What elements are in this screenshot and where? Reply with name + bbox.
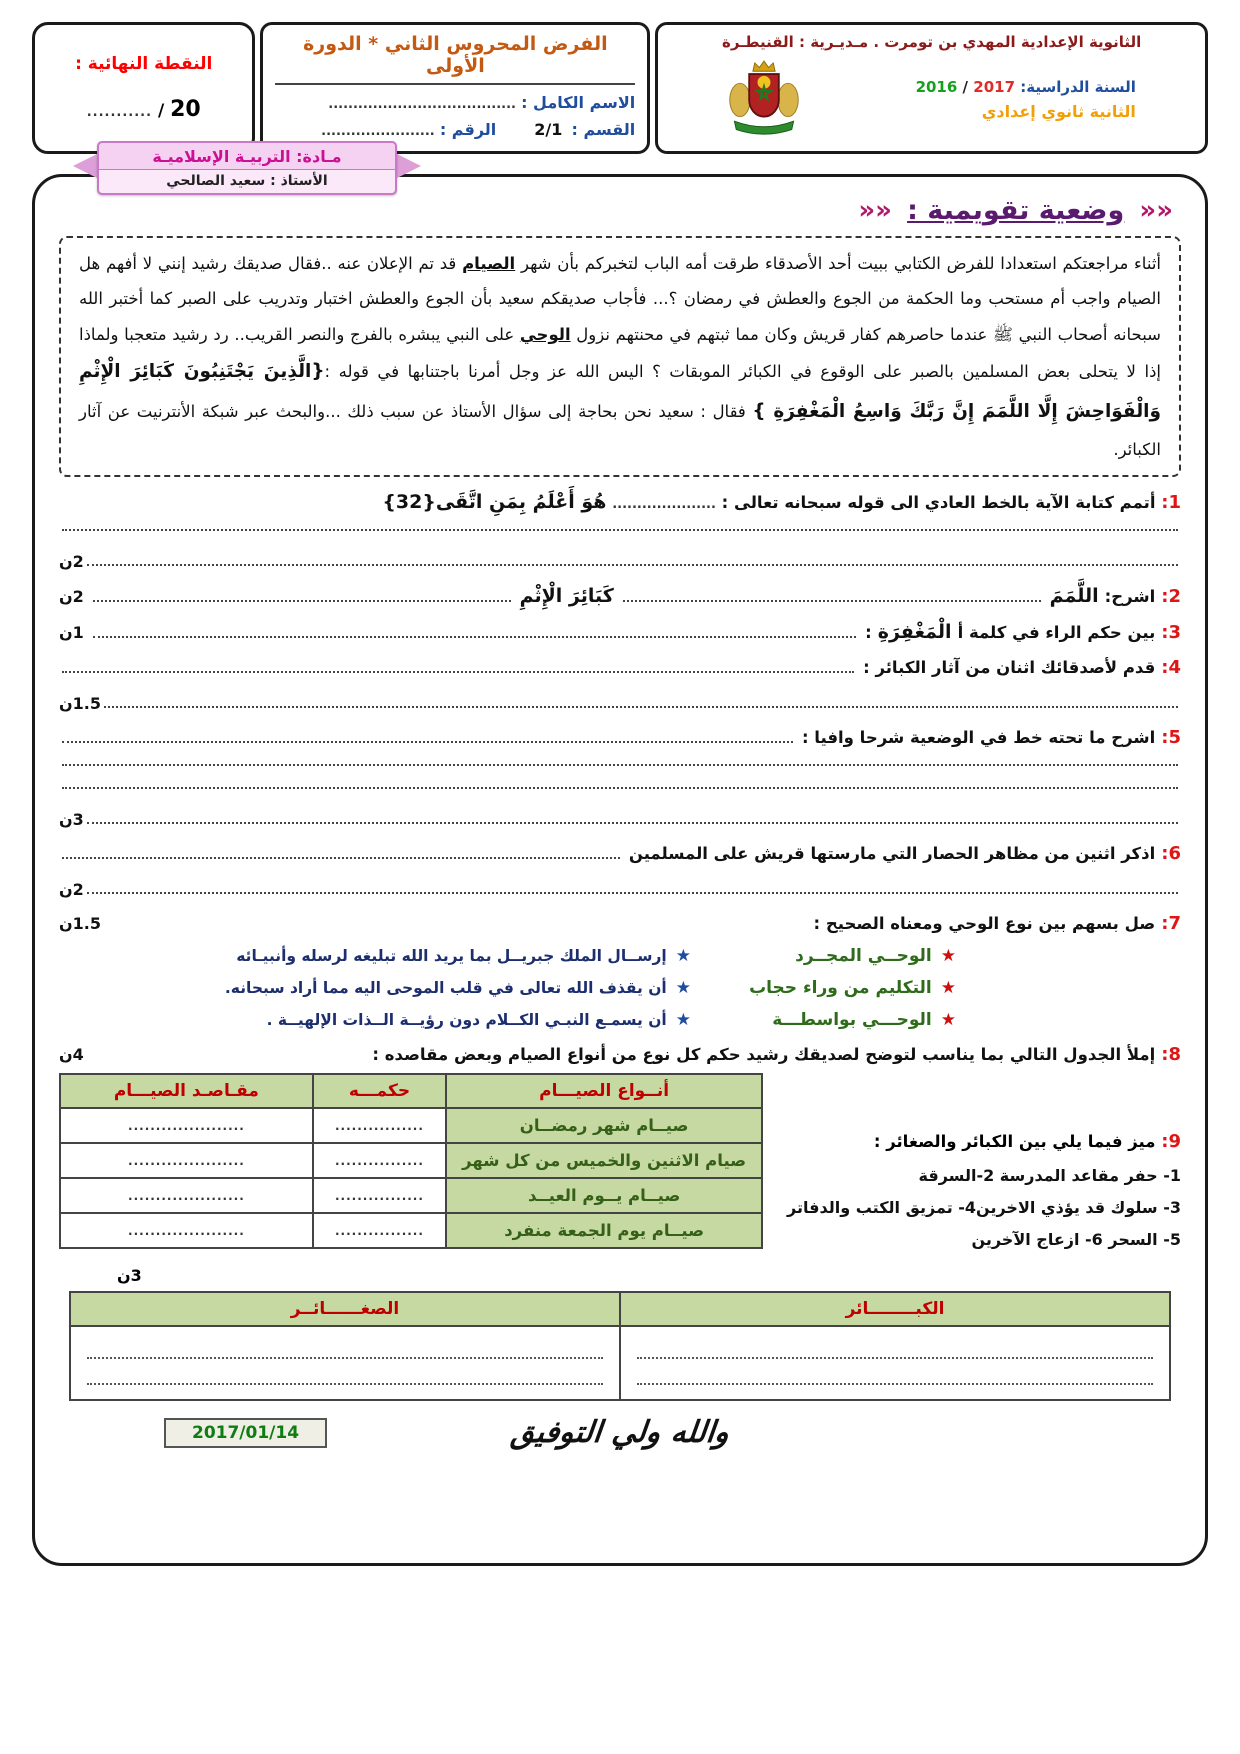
question-7: 7: صل بسهم بين نوع الوحي ومعناه الصحيح : 1.5ن bbox=[59, 913, 1181, 935]
final-grade-value: 20 / ........... bbox=[86, 97, 201, 122]
answer-line[interactable] bbox=[93, 600, 511, 602]
name-answer-line[interactable]: ...................................... bbox=[328, 97, 516, 112]
points-q9: 3ن bbox=[117, 1266, 142, 1286]
question-6: 6: اذكر اثنين من مظاهر الحصار التي مارستها قريش على المسلمين bbox=[59, 843, 1181, 864]
points-q5: 3ن bbox=[59, 810, 84, 830]
match-row bbox=[154, 978, 956, 998]
question-number: 1: bbox=[1161, 492, 1181, 514]
answer-line[interactable] bbox=[87, 564, 1178, 566]
student-name-line bbox=[275, 85, 635, 112]
header bbox=[32, 22, 1208, 154]
number-label: الرقم : bbox=[439, 120, 497, 139]
answer-cell[interactable]: ..................... bbox=[60, 1108, 313, 1143]
class-label: القسم : bbox=[571, 120, 636, 139]
table-row bbox=[60, 1213, 762, 1248]
star-icon: ★ bbox=[675, 1010, 691, 1031]
answer-line[interactable] bbox=[104, 706, 1178, 708]
academic-year: السنة الدراسية: 2017 / 2016 bbox=[915, 77, 1136, 96]
closing-dua: والله ولي التوفيق bbox=[509, 1415, 731, 1451]
fasting-type: صيــام يــوم العيــد bbox=[446, 1178, 762, 1213]
table-row bbox=[70, 1326, 1170, 1400]
question-number: 9: bbox=[1161, 1131, 1181, 1153]
col-header-purposes: مقـاصـد الصيـــام bbox=[60, 1074, 313, 1108]
section-title: وضعية تقويمية : bbox=[907, 195, 1125, 226]
answer-line-with-points bbox=[59, 810, 1181, 829]
question-5: 5: اشرح ما تحته خط في الوضعية شرحا وافيا : bbox=[59, 727, 1181, 748]
answer-line[interactable] bbox=[62, 857, 620, 859]
star-icon: ★ bbox=[675, 978, 691, 999]
matching-exercise bbox=[59, 946, 1181, 1030]
revelation-type[interactable]: الوحـــي بواسطـــة bbox=[772, 1010, 932, 1031]
revelation-meaning[interactable]: إرســال الملك جبريــل بما يريد الله تبليغه لرسله وأنبيـائه bbox=[236, 947, 667, 966]
points-q8: 4ن bbox=[59, 1045, 84, 1065]
answer-line[interactable] bbox=[93, 636, 856, 638]
subject-banner bbox=[97, 141, 397, 195]
chevrons-left-icon: «« bbox=[858, 195, 892, 226]
star-icon: ★ bbox=[940, 1010, 956, 1031]
footer bbox=[59, 1415, 1181, 1450]
star-icon: ★ bbox=[940, 946, 956, 967]
question-9: 9: ميز فيما يلي بين الكبائر والصغائر : 1- حفر مقاعد المدرسة 2-السرقة 3- سلوك قد يؤذي الاخرين4- تمزيق الكتب والدفاتر 5- السحر 6- ازعاج الآخرين bbox=[777, 1073, 1181, 1256]
points-q1: 2ن bbox=[59, 552, 84, 572]
answer-line-with-points bbox=[59, 552, 1181, 571]
answer-cell[interactable] bbox=[70, 1326, 620, 1400]
points-q7: 1.5ن bbox=[59, 914, 101, 934]
grade-answer-line[interactable]: ........... bbox=[86, 105, 153, 120]
revelation-meaning[interactable]: أن يقذف الله تعالى في قلب الموحى اليه مما أراد سبحانه. bbox=[224, 979, 667, 998]
answer-cell[interactable]: ................ bbox=[313, 1108, 446, 1143]
match-row bbox=[154, 946, 956, 966]
points-q3: 1ن bbox=[59, 623, 84, 643]
answer-line[interactable] bbox=[62, 671, 854, 673]
quran-verse-q1: هُوَ أَعْلَمُ بِمَنِ اتَّقَى{32} bbox=[382, 491, 607, 514]
section-title-row bbox=[59, 193, 1181, 236]
question-2: 2: اشرح: اللَّمَمَ كَبَائِرَ الْإِثْمِ 2ن bbox=[58, 585, 1181, 608]
star-icon: ★ bbox=[675, 946, 691, 967]
underlined-word-revelation: الوحي bbox=[519, 324, 571, 344]
exam-title: الفرض المحروس الثاني * الدورة الأولى bbox=[275, 31, 635, 85]
answer-line[interactable] bbox=[62, 741, 793, 743]
table-row bbox=[60, 1178, 762, 1213]
question-1: 1: أتمم كتابة الآية بالخط العادي الى قوله سبحانه تعالى : ..................... هُوَ أَعْلَمُ بِمَنِ اتَّقَى{32} bbox=[382, 491, 1181, 514]
col-header-major-sins: الكبــــــــائر bbox=[620, 1292, 1170, 1326]
answer-cell[interactable] bbox=[620, 1326, 1170, 1400]
answer-line[interactable] bbox=[59, 764, 1181, 771]
answer-line-with-points bbox=[59, 694, 1181, 713]
question-4: 4: قدم لأصدقائك اثنان من آثار الكبائر : bbox=[59, 657, 1181, 678]
q9-items-line2: 3- سلوك قد يؤذي الاخرين4- تمزيق الكتب والدفاتر 5- السحر 6- ازعاج الآخرين bbox=[787, 1198, 1181, 1250]
answer-line[interactable] bbox=[59, 787, 1181, 794]
col-header-ruling: حكمـــه bbox=[313, 1074, 446, 1108]
quran-verse: {الَّذِينَ يَجْتَنِبُونَ كَبَائِرَ الْإِثْمِ وَالْفَوَاحِشَ إِلَّا اللَّمَمَ إِنَّ رَبَّكَ وَاسِعُ الْمَغْفِرَةِ } bbox=[79, 361, 1161, 423]
grade-level: الثانية ثانوي إعدادي bbox=[981, 101, 1136, 121]
col-header-minor-sins: الصغــــــائــر bbox=[70, 1292, 620, 1326]
answer-cell[interactable]: ................ bbox=[313, 1143, 446, 1178]
chevrons-right-icon: «« bbox=[1139, 195, 1173, 226]
q9-items-line1: 1- حفر مقاعد المدرسة 2-السرقة bbox=[918, 1166, 1181, 1186]
revelation-type[interactable]: الوحــي المجــرد bbox=[795, 946, 932, 967]
exam-date: 2017/01/14 bbox=[164, 1418, 327, 1448]
revelation-meaning[interactable]: أن يسمـع النبـي الكــلام دون رؤيــة الــذات الإلهيــة . bbox=[266, 1011, 667, 1030]
answer-cell[interactable]: ..................... bbox=[60, 1213, 313, 1248]
answer-line-with-points bbox=[59, 880, 1181, 899]
points-q6: 2ن bbox=[59, 880, 84, 900]
grade-denominator: 20 bbox=[170, 97, 201, 122]
answer-cell[interactable]: ................ bbox=[313, 1178, 446, 1213]
situation-box: أثناء مراجعتكم استعدادا للفرض الكتابي ببيت أحد الأصدقاء طرقت أمه الباب لتخبركم بأن شهر الصيام قد تم الإعلان عنه ..فقال صديقك رشيد إنني لا أفهم هل الصيام واجب أم مستحب وما الحكمة من الجوع والعطش في رمضان ؟... فأجاب صديقكم سعيد بأن الجوع والعطش اختبار وتدريب على الصبر كما أختبر الله سبحانه أصحاب النبي ﷺ عندما حاصرهم كفار قريش وكان مما ثبتهم في محنتهم نزول الوحي على النبي يبشره بالفرج والنصر القريب.. رد رشيد متعجبا ولماذا إذا لا يتحلى بعض المسلمين بالصبر على الوقوع في الكبائر الموبقات ؟ اليس الله عز وجل أمرنا باجتنابها في قوله :{الَّذِينَ يَجْتَنِبُونَ كَبَائِرَ الْإِثْمِ وَالْفَوَاحِشَ إِلَّا اللَّمَمَ إِنَّ رَبَّكَ وَاسِعُ الْمَغْفِرَةِ } فقال : سعيد نحن بحاجة إلى سؤال الأستاذ عن سبب ذلك ...والبحث عبر شبكة الأنترنيت عن آثار الكبائر. bbox=[59, 236, 1181, 477]
question-number: 7: bbox=[1161, 913, 1181, 935]
revelation-type[interactable]: التكليم من وراء حجاب bbox=[749, 978, 932, 999]
table-row bbox=[60, 1143, 762, 1178]
final-grade-box bbox=[32, 22, 255, 154]
points-q2: 2ن bbox=[58, 587, 84, 607]
answer-line[interactable] bbox=[87, 822, 1178, 824]
fasting-table bbox=[59, 1073, 763, 1249]
year-start: 2017 bbox=[973, 77, 1016, 96]
final-grade-label: النقطة النهائية : bbox=[75, 54, 213, 74]
col-header-fasting-types: أنــواع الصيـــام bbox=[446, 1074, 762, 1108]
question-8: 8: إملأ الجدول التالي بما يناسب لتوضح لصديقك رشيد حكم كل نوع من أنواع الصيام وبعض مقاصده : 4ن bbox=[59, 1044, 1181, 1066]
morocco-coat-of-arms-icon bbox=[727, 57, 801, 141]
answer-line[interactable] bbox=[59, 529, 1181, 536]
points-q4: 1.5ن bbox=[59, 694, 101, 714]
question-number: 4: bbox=[1161, 657, 1181, 679]
answer-cell[interactable]: ..................... bbox=[60, 1143, 313, 1178]
exam-body bbox=[32, 147, 1208, 1566]
name-label: الاسم الكامل : bbox=[521, 93, 636, 112]
class-value: 2/1 bbox=[534, 120, 563, 139]
school-info-box bbox=[655, 22, 1208, 154]
question-number: 3: bbox=[1161, 622, 1181, 644]
fasting-type: صيام الاثنين والخميس من كل شهر bbox=[446, 1143, 762, 1178]
question-number: 2: bbox=[1161, 586, 1181, 608]
fasting-type: صيــام يوم الجمعة منفرد bbox=[446, 1213, 762, 1248]
underlined-word-fasting: الصيام bbox=[462, 254, 516, 273]
word-allamam: اللَّمَمَ bbox=[1049, 585, 1099, 608]
sins-table bbox=[59, 1291, 1181, 1401]
number-answer-line[interactable]: ....................... bbox=[321, 124, 435, 139]
year-end: 2016 bbox=[915, 77, 958, 96]
question-number: 6: bbox=[1161, 843, 1181, 865]
exam-title-box bbox=[260, 22, 650, 154]
word-kabair: كَبَائِرَ الْإِثْمِ bbox=[519, 585, 614, 608]
answer-cell[interactable]: ................ bbox=[313, 1213, 446, 1248]
class-number-line bbox=[275, 112, 635, 139]
question-number: 8: bbox=[1161, 1044, 1181, 1066]
school-name: الثانوية الإعدادية المهدي بن تومرت . مـديـرية : القنيطـرة bbox=[722, 33, 1142, 51]
subject-name: مـادة: التربيـة الإسلاميـة bbox=[99, 143, 395, 170]
word-maghfira: الْمَغْفِرَةِ bbox=[877, 621, 952, 644]
teacher-name: الأستاذ : سعيد الصالحي bbox=[99, 170, 395, 193]
answer-line[interactable]: ..................... bbox=[612, 497, 716, 513]
question-3: 3: بين حكم الراء في كلمة أ الْمَغْفِرَةِ : 1ن bbox=[59, 621, 1181, 644]
answer-cell[interactable]: ..................... bbox=[60, 1178, 313, 1213]
star-icon: ★ bbox=[940, 978, 956, 999]
match-row bbox=[154, 1010, 956, 1030]
school-row bbox=[670, 54, 1193, 146]
table-row bbox=[60, 1108, 762, 1143]
answer-line[interactable] bbox=[87, 892, 1178, 894]
fasting-type: صيــام شهر رمضــان bbox=[446, 1108, 762, 1143]
question-number: 5: bbox=[1161, 727, 1181, 749]
answer-line[interactable] bbox=[623, 600, 1041, 602]
